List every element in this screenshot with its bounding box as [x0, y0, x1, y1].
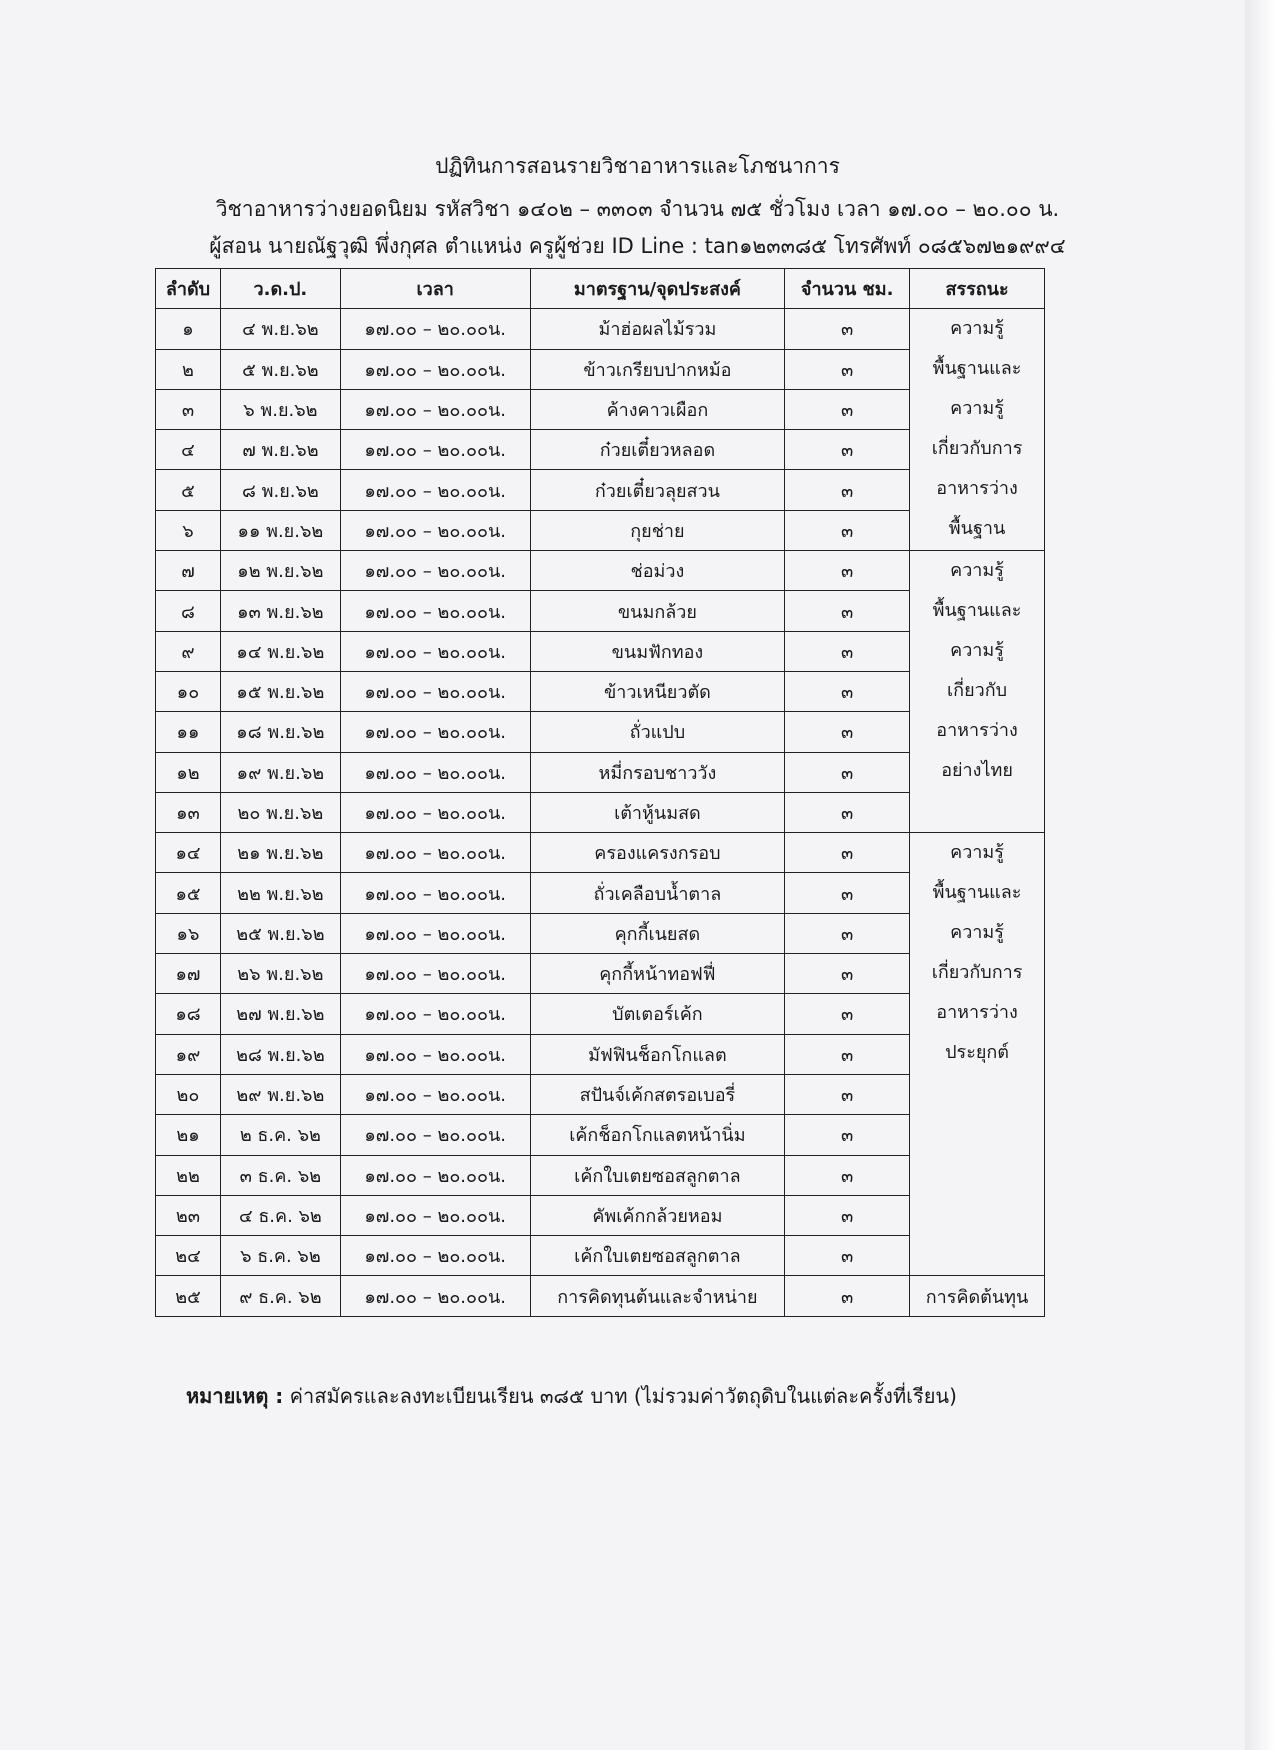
row-no: ๒๒ [156, 1155, 221, 1195]
row-hours: ๓ [785, 551, 910, 591]
competency-line: ความรู้ [950, 640, 1004, 662]
row-time: ๑๗.๐๐ – ๒๐.๐๐น. [340, 752, 530, 792]
teacher-line: ผู้สอน นายณัฐวุฒิ พึ่งกุศล ตำแหน่ง ครูผู้ช่วย ID Line : tan๑๒๓๓๘๕ โทรศัพท์ ๐๘๕๖๗๒๑๙๙๔ [209, 234, 1066, 258]
row-time: ๑๗.๐๐ – ๒๐.๐๐น. [340, 1155, 530, 1195]
row-time: ๑๗.๐๐ – ๒๐.๐๐น. [340, 671, 530, 711]
row-date: ๑๕ พ.ย.๖๒ [220, 671, 340, 711]
competency-line: ความรู้ [950, 318, 1004, 340]
row-no: ๕ [156, 470, 221, 510]
row-date: ๖ พ.ย.๖๒ [220, 389, 340, 429]
row-standard: คุกกี้หน้าทอฟฟี่ [530, 954, 785, 994]
row-hours: ๓ [785, 349, 910, 389]
row-time: ๑๗.๐๐ – ๒๐.๐๐น. [340, 954, 530, 994]
row-no: ๖ [156, 510, 221, 550]
row-time: ๑๗.๐๐ – ๒๐.๐๐น. [340, 833, 530, 873]
row-no: ๓ [156, 389, 221, 429]
row-standard: คุกกี้เนยสด [530, 913, 785, 953]
competency-line: การคิดต้นทุน [925, 1286, 1029, 1308]
row-date: ๗ พ.ย.๖๒ [220, 430, 340, 470]
competency-line: พื้นฐานและ [932, 600, 1022, 622]
row-standard: คัพเค้กกล้วยหอม [530, 1195, 785, 1235]
row-hours: ๓ [785, 913, 910, 953]
competency-line: พื้นฐานและ [932, 882, 1022, 904]
row-time: ๑๗.๐๐ – ๒๐.๐๐น. [340, 309, 530, 349]
row-date: ๒๖ พ.ย.๖๒ [220, 954, 340, 994]
row-hours: ๓ [785, 671, 910, 711]
row-time: ๑๗.๐๐ – ๒๐.๐๐น. [340, 792, 530, 832]
row-standard: บัตเตอร์เค้ก [530, 994, 785, 1034]
competency-cell [910, 1276, 1045, 1316]
row-time: ๑๗.๐๐ – ๒๐.๐๐น. [340, 510, 530, 550]
row-hours: ๓ [785, 1236, 910, 1276]
row-date: ๒๙ พ.ย.๖๒ [220, 1074, 340, 1114]
row-hours: ๓ [785, 591, 910, 631]
row-hours: ๓ [785, 1276, 910, 1316]
row-date: ๔ ธ.ค. ๖๒ [220, 1195, 340, 1235]
row-hours: ๓ [785, 1034, 910, 1074]
table-row [156, 551, 1045, 591]
row-date: ๔ พ.ย.๖๒ [220, 309, 340, 349]
row-date: ๑๓ พ.ย.๖๒ [220, 591, 340, 631]
row-hours: ๓ [785, 1074, 910, 1114]
row-standard: สปันจ์เค้กสตรอเบอรี่ [530, 1074, 785, 1114]
row-standard: ข้าวเกรียบปากหม้อ [530, 349, 785, 389]
row-time: ๑๗.๐๐ – ๒๐.๐๐น. [340, 1034, 530, 1074]
row-date: ๑๘ พ.ย.๖๒ [220, 712, 340, 752]
row-no: ๒๓ [156, 1195, 221, 1235]
row-hours: ๓ [785, 389, 910, 429]
row-hours: ๓ [785, 1155, 910, 1195]
table-row [156, 1276, 1045, 1316]
row-time: ๑๗.๐๐ – ๒๐.๐๐น. [340, 631, 530, 671]
row-no: ๗ [156, 551, 221, 591]
row-standard: เค้กใบเตยซอสลูกตาล [530, 1155, 785, 1195]
table-row [156, 309, 1045, 349]
row-no: ๑๐ [156, 671, 221, 711]
row-hours: ๓ [785, 1195, 910, 1235]
remark [186, 1380, 957, 1412]
row-standard: เต้าหู้นมสด [530, 792, 785, 832]
row-standard: ข้าวเหนียวตัด [530, 671, 785, 711]
competency-line: อย่างไทย [941, 760, 1013, 782]
row-no: ๑๙ [156, 1034, 221, 1074]
competency-line: อาหารว่าง [936, 478, 1018, 500]
row-hours: ๓ [785, 631, 910, 671]
row-time: ๑๗.๐๐ – ๒๐.๐๐น. [340, 389, 530, 429]
row-no: ๑๓ [156, 792, 221, 832]
competency-line: ประยุกต์ [945, 1042, 1009, 1064]
row-time: ๑๗.๐๐ – ๒๐.๐๐น. [340, 470, 530, 510]
row-no: ๔ [156, 430, 221, 470]
row-hours: ๓ [785, 712, 910, 752]
row-no: ๒๕ [156, 1276, 221, 1316]
row-no: ๒ [156, 349, 221, 389]
row-hours: ๓ [785, 510, 910, 550]
row-standard: ขนมฟักทอง [530, 631, 785, 671]
header-date: ว.ด.ป. [220, 269, 340, 309]
row-date: ๒๒ พ.ย.๖๒ [220, 873, 340, 913]
row-time: ๑๗.๐๐ – ๒๐.๐๐น. [340, 1115, 530, 1155]
row-hours: ๓ [785, 470, 910, 510]
row-no: ๑๘ [156, 994, 221, 1034]
row-standard: หมี่กรอบชาววัง [530, 752, 785, 792]
row-no: ๒๐ [156, 1074, 221, 1114]
competency-line: ความรู้ [950, 842, 1004, 864]
row-date: ๓ ธ.ค. ๖๒ [220, 1155, 340, 1195]
row-time: ๑๗.๐๐ – ๒๐.๐๐น. [340, 994, 530, 1034]
row-standard: กุยช่าย [530, 510, 785, 550]
competency-line: พื้นฐานและ [932, 358, 1022, 380]
table-header-row [156, 269, 1045, 309]
remark-label: หมายเหตุ : [186, 1384, 284, 1408]
row-standard: ก๋วยเตี๋ยวหลอด [530, 430, 785, 470]
row-no: ๒๑ [156, 1115, 221, 1155]
header-competency: สรรถนะ [910, 269, 1045, 309]
schedule-table [155, 268, 1045, 1317]
row-no: ๑ [156, 309, 221, 349]
row-no: ๑๑ [156, 712, 221, 752]
document-title: ปฏิทินการสอนรายวิชาอาหารและโภชนาการ [435, 154, 840, 178]
competency-line: เกี่ยวกับ [947, 680, 1008, 702]
row-standard: ช่อม่วง [530, 551, 785, 591]
header-standard: มาตรฐาน/จุดประสงค์ [530, 269, 785, 309]
row-no: ๑๕ [156, 873, 221, 913]
header-no: ลำดับ [156, 269, 221, 309]
row-no: ๑๒ [156, 752, 221, 792]
row-time: ๑๗.๐๐ – ๒๐.๐๐น. [340, 1074, 530, 1114]
row-standard: เค้กช็อกโกแลตหน้านิ่ม [530, 1115, 785, 1155]
row-date: ๒๑ พ.ย.๖๒ [220, 833, 340, 873]
row-standard: ถั่วแปบ [530, 712, 785, 752]
row-time: ๑๗.๐๐ – ๒๐.๐๐น. [340, 430, 530, 470]
row-hours: ๓ [785, 1115, 910, 1155]
row-standard: ค้างคาวเผือก [530, 389, 785, 429]
row-no: ๒๔ [156, 1236, 221, 1276]
competency-line: ความรู้ [950, 560, 1004, 582]
row-date: ๒๗ พ.ย.๖๒ [220, 994, 340, 1034]
row-no: ๑๗ [156, 954, 221, 994]
row-time: ๑๗.๐๐ – ๒๐.๐๐น. [340, 1276, 530, 1316]
row-no: ๑๔ [156, 833, 221, 873]
row-date: ๑๑ พ.ย.๖๒ [220, 510, 340, 550]
row-standard: ขนมกล้วย [530, 591, 785, 631]
competency-line: ความรู้ [950, 922, 1004, 944]
remark-text: ค่าสมัครและลงทะเบียนเรียน ๓๘๕ บาท (ไม่รวมค่าวัตถุดิบในแต่ละครั้งที่เรียน) [283, 1384, 957, 1408]
row-standard: มัฟฟินช็อกโกแลต [530, 1034, 785, 1074]
row-time: ๑๗.๐๐ – ๒๐.๐๐น. [340, 349, 530, 389]
row-date: ๑๙ พ.ย.๖๒ [220, 752, 340, 792]
row-time: ๑๗.๐๐ – ๒๐.๐๐น. [340, 1195, 530, 1235]
row-hours: ๓ [785, 309, 910, 349]
row-time: ๑๗.๐๐ – ๒๐.๐๐น. [340, 591, 530, 631]
competency-line: ความรู้ [950, 398, 1004, 420]
row-time: ๑๗.๐๐ – ๒๐.๐๐น. [340, 551, 530, 591]
row-date: ๒ ธ.ค. ๖๒ [220, 1115, 340, 1155]
row-date: ๑๒ พ.ย.๖๒ [220, 551, 340, 591]
row-standard: การคิดทุนต้นและจำหน่าย [530, 1276, 785, 1316]
competency-cell [910, 551, 1045, 833]
row-hours: ๓ [785, 954, 910, 994]
row-no: ๘ [156, 591, 221, 631]
row-hours: ๓ [785, 994, 910, 1034]
row-time: ๑๗.๐๐ – ๒๐.๐๐น. [340, 913, 530, 953]
schedule-body [156, 309, 1045, 1316]
row-no: ๑๖ [156, 913, 221, 953]
row-standard: ครองแครงกรอบ [530, 833, 785, 873]
row-hours: ๓ [785, 752, 910, 792]
row-hours: ๓ [785, 833, 910, 873]
row-date: ๖ ธ.ค. ๖๒ [220, 1236, 340, 1276]
header-time: เวลา [340, 269, 530, 309]
row-no: ๙ [156, 631, 221, 671]
row-date: ๑๔ พ.ย.๖๒ [220, 631, 340, 671]
row-date: ๙ ธ.ค. ๖๒ [220, 1276, 340, 1316]
row-standard: ก๋วยเตี๋ยวลุยสวน [530, 470, 785, 510]
row-date: ๒๕ พ.ย.๖๒ [220, 913, 340, 953]
row-time: ๑๗.๐๐ – ๒๐.๐๐น. [340, 1236, 530, 1276]
table-row [156, 833, 1045, 873]
row-date: ๒๐ พ.ย.๖๒ [220, 792, 340, 832]
row-standard: ม้าฮ่อผลไม้รวม [530, 309, 785, 349]
competency-cell [910, 833, 1045, 1276]
row-hours: ๓ [785, 792, 910, 832]
row-date: ๒๘ พ.ย.๖๒ [220, 1034, 340, 1074]
row-hours: ๓ [785, 430, 910, 470]
row-hours: ๓ [785, 873, 910, 913]
row-date: ๘ พ.ย.๖๒ [220, 470, 340, 510]
row-standard: เค้กใบเตยซอสลูกตาล [530, 1236, 785, 1276]
competency-line: เกี่ยวกับการ [931, 962, 1023, 984]
competency-line: พื้นฐาน [948, 518, 1006, 540]
competency-line: อาหารว่าง [936, 1002, 1018, 1024]
course-subtitle: วิชาอาหารว่างยอดนิยม รหัสวิชา ๑๔๐๒ – ๓๓๐๓ จำนวน ๗๕ ชั่วโมง เวลา ๑๗.๐๐ – ๒๐.๐๐ น. [215, 197, 1060, 221]
row-date: ๕ พ.ย.๖๒ [220, 349, 340, 389]
header-hours: จำนวน ชม. [785, 269, 910, 309]
competency-line: เกี่ยวกับการ [931, 438, 1023, 460]
row-time: ๑๗.๐๐ – ๒๐.๐๐น. [340, 712, 530, 752]
row-time: ๑๗.๐๐ – ๒๐.๐๐น. [340, 873, 530, 913]
competency-cell [910, 309, 1045, 551]
competency-line: อาหารว่าง [936, 720, 1018, 742]
row-standard: ถั่วเคลือบน้ำตาล [530, 873, 785, 913]
